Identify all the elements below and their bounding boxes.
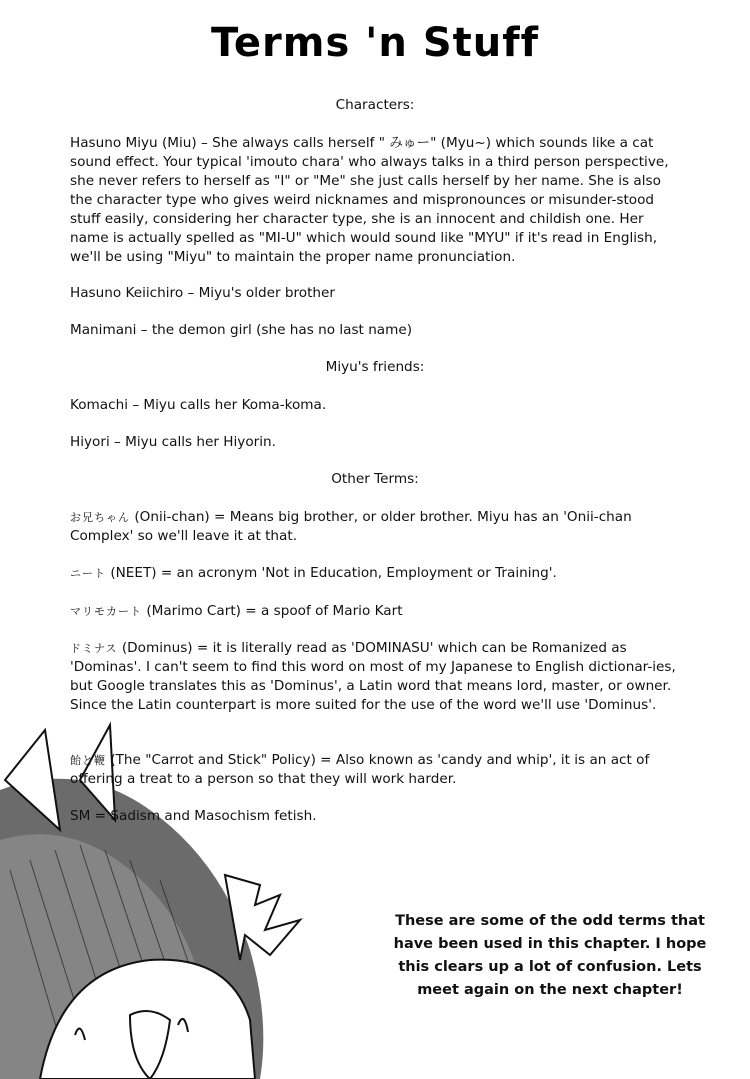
page-title: Terms 'n Stuff — [210, 20, 540, 66]
term-japanese: マリモカート — [70, 605, 142, 618]
term-japanese: 飴と鞭 — [70, 754, 106, 767]
term-definition: (Marimo Cart) = a spoof of Mario Kart — [142, 603, 403, 619]
characters-heading: Characters: — [335, 97, 415, 113]
friends-heading: Miyu's friends: — [325, 359, 425, 375]
speech-bubble-text: These are some of the odd terms that have been used in this chapter. I hope this clears up a lot of confusion. Lets meet again on the next chapter! — [393, 913, 707, 998]
entry-carrot-stick — [70, 751, 680, 789]
term-japanese: ニート — [70, 567, 106, 580]
entry-marimo — [70, 602, 680, 621]
entry-sm: SM = Sadism and Masochism fetish. — [70, 808, 317, 824]
entry-oniichan — [70, 508, 680, 546]
entry-miyu: Hasuno Miyu (Miu) – She always calls herself " みゅー" (Myu~) which sounds like a cat sound effect. Your typical 'imouto chara' who always talks in a third person perspective, she never refers to herself as "I" or "Me" she just calls herself by her name. She is also the character type who gives weird nicknames and mispronounces or misunder-stood stuff easily, considering her character type, she is an innocent and childish one. Her name is actually spelled as "MI-U" which would sound like "MYU" if it's read in English, we'll be using "Miyu" to maintain the proper name pronunciation. — [70, 135, 669, 265]
entry-manimani: Manimani – the demon girl (she has no last name) — [70, 322, 413, 338]
term-definition: (Dominus) = it is literally read as 'DOMINASU' which can be Romanized as 'Dominas'. I can't seem to find this word on most of my Japanese to English dictionar-ies, but Google translates this as 'Dominus', a Latin word that means lord, master, or owner. Since the Latin counterpart is more suited for the use of the word we'll use 'Dominus'. — [70, 640, 676, 713]
term-japanese: ドミナス — [70, 642, 118, 655]
term-definition: (Onii-chan) = Means big brother, or older brother. Miyu has an 'Onii-chan Complex' so we'll leave it at that. — [70, 509, 632, 544]
entry-dominus — [70, 639, 680, 715]
other-terms-heading: Other Terms: — [331, 471, 419, 487]
entry-komachi: Komachi – Miyu calls her Koma-koma. — [70, 397, 327, 413]
term-definition: (The "Carrot and Stick" Policy) = Also known as 'candy and whip', it is an act of offering a treat to a person so that they will work harder. — [70, 752, 650, 787]
entry-hiyori: Hiyori – Miyu calls her Hiyorin. — [70, 434, 276, 450]
term-definition: (NEET) = an acronym 'Not in Education, Employment or Training'. — [106, 565, 557, 581]
entry-neet — [70, 564, 680, 583]
entry-keiichiro: Hasuno Keiichiro – Miyu's older brother — [70, 285, 336, 301]
term-japanese: お兄ちゃん — [70, 511, 130, 524]
